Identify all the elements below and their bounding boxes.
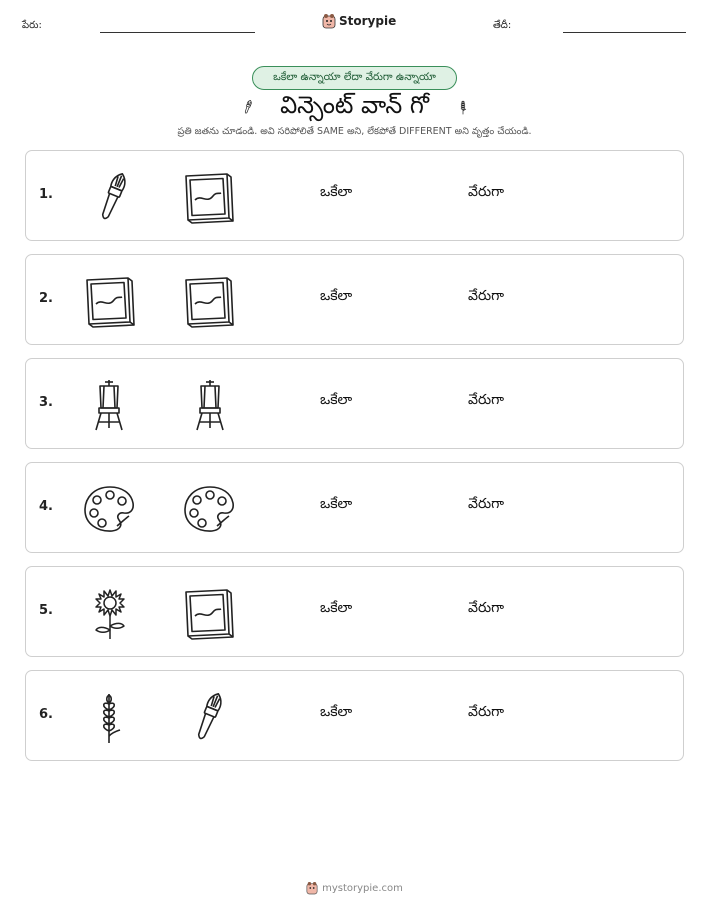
- easel-icon: [183, 378, 237, 432]
- same-option[interactable]: ఒకేలా: [320, 288, 353, 304]
- canvas-frame-icon: [181, 586, 235, 640]
- topic-pill: ఒకేలా ఉన్నాయా లేదా వేరుగా ఉన్నాయా: [252, 66, 457, 90]
- different-option[interactable]: వేరుగా: [468, 496, 504, 512]
- brand-logo: [322, 13, 396, 29]
- item-number: 3.: [39, 395, 53, 410]
- date-label: తేదీ:: [493, 20, 512, 31]
- footer: [0, 881, 709, 895]
- brand-name: Storypie: [339, 14, 397, 28]
- canvas-frame-icon: [82, 274, 136, 328]
- same-option[interactable]: ఒకేలా: [320, 600, 353, 616]
- name-label: పేరు:: [22, 20, 42, 31]
- palette-icon: [182, 482, 236, 536]
- different-option[interactable]: వేరుగా: [468, 184, 504, 200]
- same-option[interactable]: ఒకేలా: [320, 392, 353, 408]
- different-option[interactable]: వేరుగా: [468, 392, 504, 408]
- wheat-icon: [82, 690, 136, 744]
- sunflower-icon: [83, 586, 137, 640]
- date-line[interactable]: [563, 32, 686, 33]
- pair-card: [25, 462, 684, 553]
- paintbrush-icon: [86, 170, 140, 224]
- different-option[interactable]: వేరుగా: [468, 600, 504, 616]
- storypie-mascot-icon: [306, 881, 318, 895]
- item-number: 4.: [39, 499, 53, 514]
- item-number: 2.: [39, 291, 53, 306]
- pair-card: [25, 254, 684, 345]
- instructions: ప్రతి జతను చూడండి. అవి సరిపోలితే SAME అని, లేకపోతే DIFFERENT అని వృత్తం చేయండి.: [177, 126, 532, 137]
- easel-icon: [82, 378, 136, 432]
- same-option[interactable]: ఒకేలా: [320, 184, 353, 200]
- footer-site: mystorypie.com: [322, 882, 403, 894]
- pair-card: [25, 670, 684, 761]
- same-option[interactable]: ఒకేలా: [320, 704, 353, 720]
- canvas-frame-icon: [181, 170, 235, 224]
- pair-card: [25, 566, 684, 657]
- worksheet-title: విన్సెంట్ వాన్ గో: [280, 91, 429, 119]
- name-line[interactable]: [100, 32, 255, 33]
- item-number: 1.: [39, 187, 53, 202]
- same-option[interactable]: ఒకేలా: [320, 496, 353, 512]
- pair-card: [25, 358, 684, 449]
- pair-card: [25, 150, 684, 241]
- wheat-icon: [455, 92, 471, 122]
- paintbrush-icon: [182, 690, 236, 744]
- different-option[interactable]: వేరుగా: [468, 704, 504, 720]
- canvas-frame-icon: [181, 274, 235, 328]
- item-number: 6.: [39, 707, 53, 722]
- different-option[interactable]: వేరుగా: [468, 288, 504, 304]
- item-number: 5.: [39, 603, 53, 618]
- palette-icon: [82, 482, 136, 536]
- storypie-mascot-icon: [322, 13, 336, 29]
